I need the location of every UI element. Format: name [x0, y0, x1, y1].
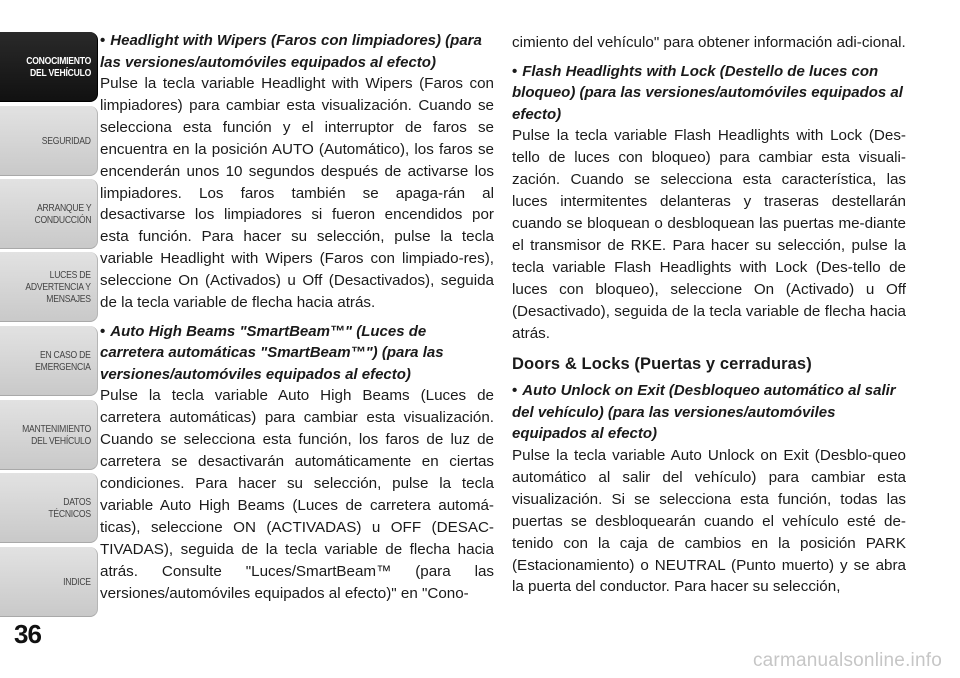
feature-title: Auto Unlock on Exit (Desbloqueo automático al salir del vehículo) (para las versiones/automóviles equipados al efecto) — [512, 382, 896, 443]
tab-label: MANTENIMIENTO DEL VEHÍCULO — [22, 422, 91, 447]
feature-title: Auto High Beams "SmartBeam™" (Luces de carretera automáticas "SmartBeam™") (para las versiones/automóviles equipados al efecto) — [100, 322, 444, 383]
feature-heading — [100, 321, 494, 386]
tab-datos-tecnicos[interactable] — [0, 473, 98, 543]
bullet: • — [100, 32, 106, 49]
tab-indice[interactable] — [0, 547, 98, 617]
section-heading: Doors & Locks (Puertas y cerraduras) — [512, 355, 812, 374]
feature-title: Flash Headlights with Lock (Destello de luces con bloqueo) (para las versiones/automóviles equipados al efecto) — [512, 62, 903, 123]
feature-heading — [100, 30, 494, 73]
feature-heading — [512, 380, 906, 445]
tab-label: EN CASO DE EMERGENCIA — [35, 348, 91, 373]
bullet: • — [100, 322, 106, 340]
tab-label: SEGURIDAD — [42, 134, 91, 147]
right-column — [512, 32, 906, 598]
left-column — [100, 30, 494, 605]
tab-seguridad[interactable] — [0, 106, 98, 176]
tab-label: CONOCIMIENTO DEL VEHÍCULO — [26, 54, 91, 79]
feature-heading — [512, 61, 906, 126]
continued-paragraph: cimiento del vehículo" para obtener información adi-cional. — [512, 34, 906, 51]
chapter-sidebar — [0, 0, 100, 678]
page-number: 36 — [14, 619, 41, 649]
feature-description: Pulse la tecla variable Flash Headlights with Lock (Des-tello de luces con bloqueo) para cambiar esta visuali-zación. Cuando se selecciona esta característica, las luces intermitentes delanteras y traseras destellarán cuando se bloquean o desbloquean las puertas me-diante el transmisor de RKE. Para hacer su selección, pulse la tecla variable Flash Headlights with Lock (Des-tello de luces con bloqueo), seleccione On (Activado) u Off (Desactivado), seguida de la tecla variable de flecha hacia atrás. — [512, 127, 906, 342]
feature-title: Headlight with Wipers (Faros con limpiadores) (para las versiones/automóviles equipados al efecto) — [100, 32, 482, 71]
tab-label: DATOS TÉCNICOS — [48, 495, 91, 520]
tab-arranque-y-conduccion[interactable] — [0, 179, 98, 249]
feature-description: Pulse la tecla variable Headlight with Wipers (Faros con limpiadores) para cambiar esta visualización. Cuando se selecciona esta función y el interruptor de faros se encuentra en la posición AUTO (Automático), los faros se encenderán unos 10 segundos después de activarse los limpiadores. Los faros también se apaga-rán al desactivarse los limpiadores si fueron encendidos por esta función. Para hacer su selección, pulse la tecla variable Headlight with Wipers (Faros con limpiado-res), seleccione On (Activados) u Off (Desactivados), seguida de la tecla variable de flecha hacia atrás. — [100, 75, 494, 312]
tab-luces-de-advertencia[interactable] — [0, 252, 98, 322]
tab-label: LUCES DE ADVERTENCIA Y MENSAJES — [25, 268, 91, 305]
tab-conocimiento-del-vehiculo[interactable] — [0, 32, 98, 102]
tab-en-caso-de-emergencia[interactable] — [0, 326, 98, 396]
bullet: • — [512, 382, 518, 400]
feature-description: Pulse la tecla variable Auto Unlock on Exit (Desblo-queo automático al salir del vehículo) para cambiar esta visualización. Si se selecciona esta función, todas las puertas se desbloquearán cuando el vehículo esté de-tenido con la caja de cambios en la posición PARK (Estacionamiento) o NEUTRAL (Punto muerto) y se abra la puerta del conductor. Para hacer su selección, — [512, 446, 906, 596]
tab-mantenimiento[interactable] — [0, 400, 98, 470]
feature-description: Pulse la tecla variable Auto High Beams (Luces de carretera automáticas) para cambiar esta visualización. Cuando se selecciona esta función, los faros de luz de carretera se desactivarán automáticamente en ciertas condiciones. Para hacer su selección, pulse la tecla variable Auto High Beams (Luces de carretera automá-ticas), seleccione ON (ACTIVADAS) u OFF (DESAC-TIVADAS), seguida de la tecla variable de flecha hacia atrás. Consulte "Luces/SmartBeam™ (para las versiones/automóviles equipados al efecto)" en "Cono- — [100, 387, 494, 602]
tab-label: ARRANQUE Y CONDUCCIÓN — [34, 201, 91, 226]
watermark: carmanualsonline.info — [752, 650, 942, 671]
bullet: • — [512, 62, 518, 80]
tab-label: INDICE — [63, 575, 91, 588]
